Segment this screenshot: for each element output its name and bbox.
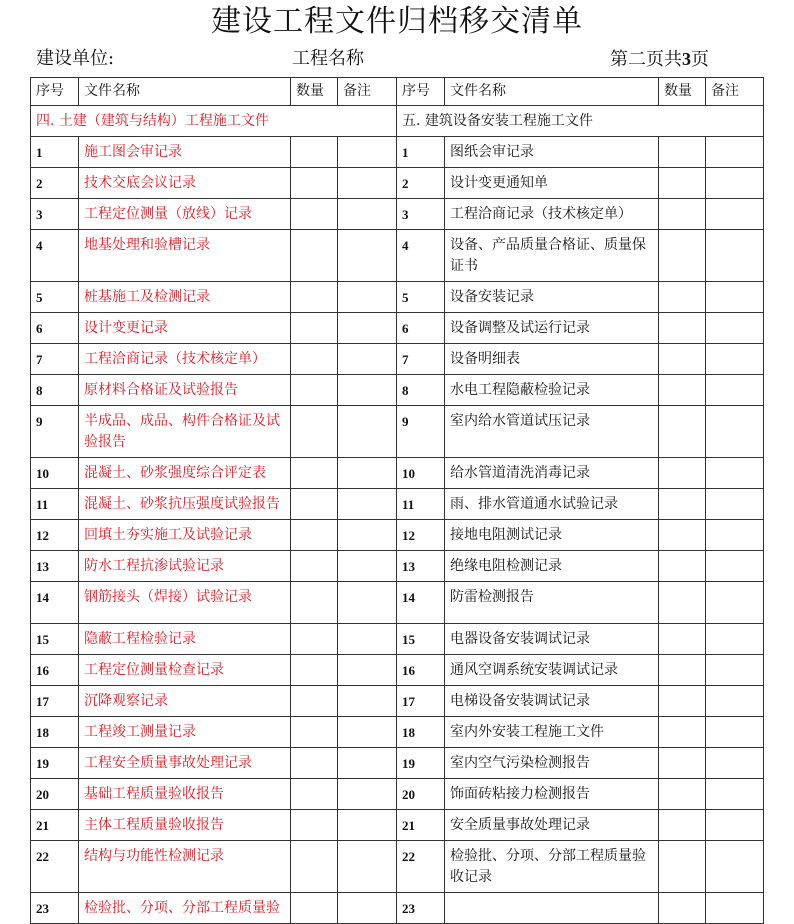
table-row (31, 137, 764, 168)
left-item-no: 9 (31, 406, 79, 458)
table-row (31, 810, 764, 841)
left-item-name: 设计变更记录 (79, 313, 291, 344)
left-item-no: 11 (31, 489, 79, 520)
right-item-no: 15 (397, 624, 445, 655)
table-row (31, 230, 764, 282)
right-item-remark (706, 282, 764, 313)
left-item-no: 1 (31, 137, 79, 168)
left-item-quantity (291, 199, 338, 230)
right-item-name: 工程洽商记录（技术核定单） (445, 199, 659, 230)
right-item-name: 室内空气污染检测报告 (445, 748, 659, 779)
table-row (31, 779, 764, 810)
right-item-no: 20 (397, 779, 445, 810)
right-item-quantity (659, 717, 706, 748)
left-item-no: 13 (31, 551, 79, 582)
left-item-no: 20 (31, 779, 79, 810)
left-item-no: 19 (31, 748, 79, 779)
right-item-name: 给水管道清洗消毒记录 (445, 458, 659, 489)
document-title: 建设工程文件归档移交清单 (211, 4, 583, 39)
left-item-no: 4 (31, 230, 79, 282)
right-item-quantity (659, 199, 706, 230)
right-item-quantity (659, 137, 706, 168)
right-item-no: 9 (397, 406, 445, 458)
right-item-name: 设备、产品质量合格证、质量保证书 (445, 230, 659, 282)
right-item-no: 22 (397, 841, 445, 893)
left-item-no: 2 (31, 168, 79, 199)
page-prefix: 第二页共 (610, 49, 682, 70)
left-item-name: 地基处理和验槽记录 (79, 230, 291, 282)
right-item-quantity (659, 282, 706, 313)
right-item-no: 4 (397, 230, 445, 282)
right-item-remark (706, 458, 764, 489)
archive-list-table (30, 77, 764, 924)
right-item-name: 防雷检测报告 (445, 582, 659, 624)
right-item-no: 14 (397, 582, 445, 624)
right-item-remark (706, 893, 764, 924)
left-item-name: 隐蔽工程检验记录 (79, 624, 291, 655)
left-item-remark (338, 551, 397, 582)
right-item-quantity (659, 458, 706, 489)
left-item-remark (338, 748, 397, 779)
left-item-remark (338, 520, 397, 551)
right-item-remark (706, 230, 764, 282)
header-file-name: 文件名称 (79, 78, 291, 106)
table-row (31, 282, 764, 313)
right-item-name: 雨、排水管道通水试验记录 (445, 489, 659, 520)
left-item-remark (338, 137, 397, 168)
left-item-name: 桩基施工及检测记录 (79, 282, 291, 313)
left-item-remark (338, 841, 397, 893)
construction-unit-label: 建设单位: (36, 48, 115, 69)
right-item-remark (706, 686, 764, 717)
left-item-no: 6 (31, 313, 79, 344)
right-item-remark (706, 779, 764, 810)
table-row (31, 344, 764, 375)
table-row (31, 168, 764, 199)
left-item-quantity (291, 137, 338, 168)
left-item-remark (338, 230, 397, 282)
right-item-remark (706, 810, 764, 841)
left-item-no: 10 (31, 458, 79, 489)
right-item-quantity (659, 841, 706, 893)
left-item-remark (338, 717, 397, 748)
left-item-remark (338, 686, 397, 717)
left-item-quantity (291, 520, 338, 551)
left-item-quantity (291, 717, 338, 748)
right-item-quantity (659, 655, 706, 686)
left-item-quantity (291, 810, 338, 841)
left-item-quantity (291, 748, 338, 779)
right-item-quantity (659, 344, 706, 375)
left-item-remark (338, 655, 397, 686)
right-item-remark (706, 168, 764, 199)
table-row (31, 841, 764, 893)
right-item-quantity (659, 686, 706, 717)
right-item-name: 电器设备安装调试记录 (445, 624, 659, 655)
left-item-remark (338, 458, 397, 489)
table-row (31, 551, 764, 582)
left-item-no: 22 (31, 841, 79, 893)
left-item-name: 主体工程质量验收报告 (79, 810, 291, 841)
right-item-no: 17 (397, 686, 445, 717)
left-item-remark (338, 810, 397, 841)
table-row (31, 458, 764, 489)
left-item-no: 14 (31, 582, 79, 624)
left-item-quantity (291, 282, 338, 313)
left-item-remark (338, 893, 397, 924)
right-item-no: 1 (397, 137, 445, 168)
right-item-name: 室内外安装工程施工文件 (445, 717, 659, 748)
right-item-quantity (659, 375, 706, 406)
page-total: 3 (682, 49, 691, 69)
section-title-civil: 四. 土建（建筑与结构）工程施工文件 (31, 106, 397, 137)
left-item-quantity (291, 406, 338, 458)
right-item-no: 23 (397, 893, 445, 924)
left-item-quantity (291, 375, 338, 406)
header-no: 序号 (397, 78, 445, 106)
left-item-name: 半成品、成品、构件合格证及试验报告 (79, 406, 291, 458)
table-row (31, 655, 764, 686)
right-item-name: 饰面砖粘接力检测报告 (445, 779, 659, 810)
left-item-quantity (291, 841, 338, 893)
left-item-quantity (291, 551, 338, 582)
right-item-name: 设备明细表 (445, 344, 659, 375)
table-row (31, 582, 764, 624)
right-item-no: 8 (397, 375, 445, 406)
left-item-quantity (291, 489, 338, 520)
right-item-remark (706, 137, 764, 168)
right-item-remark (706, 344, 764, 375)
left-item-remark (338, 313, 397, 344)
left-item-quantity (291, 686, 338, 717)
left-item-name: 结构与功能性检测记录 (79, 841, 291, 893)
table-row (31, 520, 764, 551)
right-item-name: 设备安装记录 (445, 282, 659, 313)
table-body (31, 78, 764, 924)
left-item-name: 施工图会审记录 (79, 137, 291, 168)
right-item-name: 室内给水管道试压记录 (445, 406, 659, 458)
left-item-name: 混凝土、砂浆强度综合评定表 (79, 458, 291, 489)
right-item-quantity (659, 779, 706, 810)
left-item-remark (338, 168, 397, 199)
left-item-name: 工程安全质量事故处理记录 (79, 748, 291, 779)
left-item-no: 7 (31, 344, 79, 375)
header-quantity: 数量 (291, 78, 338, 106)
right-item-remark (706, 748, 764, 779)
right-item-no: 3 (397, 199, 445, 230)
right-item-remark (706, 520, 764, 551)
left-item-remark (338, 406, 397, 458)
left-item-remark (338, 375, 397, 406)
right-item-quantity (659, 748, 706, 779)
section-title-equipment: 五. 建筑设备安装工程施工文件 (397, 106, 764, 137)
right-item-quantity (659, 893, 706, 924)
left-item-remark (338, 582, 397, 624)
right-item-name: 通风空调系统安装调试记录 (445, 655, 659, 686)
left-item-remark (338, 624, 397, 655)
left-item-remark (338, 282, 397, 313)
right-item-quantity (659, 313, 706, 344)
right-item-no: 6 (397, 313, 445, 344)
right-item-name: 水电工程隐蔽检验记录 (445, 375, 659, 406)
right-item-remark (706, 624, 764, 655)
right-item-quantity (659, 168, 706, 199)
header-quantity: 数量 (659, 78, 706, 106)
right-item-no: 13 (397, 551, 445, 582)
table-row (31, 748, 764, 779)
right-item-remark (706, 551, 764, 582)
right-item-remark (706, 489, 764, 520)
left-item-name: 混凝土、砂浆抗压强度试验报告 (79, 489, 291, 520)
left-item-no: 21 (31, 810, 79, 841)
page-indicator (610, 44, 709, 75)
left-item-no: 17 (31, 686, 79, 717)
table-row (31, 375, 764, 406)
left-item-no: 15 (31, 624, 79, 655)
left-item-no: 18 (31, 717, 79, 748)
right-item-no: 7 (397, 344, 445, 375)
left-item-name: 钢筋接头（焊接）试验记录 (79, 582, 291, 624)
left-item-quantity (291, 313, 338, 344)
table-row (31, 686, 764, 717)
table-row (31, 199, 764, 230)
right-item-remark (706, 841, 764, 893)
right-item-remark (706, 717, 764, 748)
left-item-no: 3 (31, 199, 79, 230)
left-item-quantity (291, 458, 338, 489)
right-item-remark (706, 406, 764, 458)
right-item-quantity (659, 230, 706, 282)
right-item-name (445, 893, 659, 924)
left-item-name: 沉降观察记录 (79, 686, 291, 717)
right-item-remark (706, 582, 764, 624)
right-item-name: 接地电阻测试记录 (445, 520, 659, 551)
left-item-remark (338, 344, 397, 375)
right-item-no: 18 (397, 717, 445, 748)
left-item-name: 检验批、分项、分部工程质量验 (79, 893, 291, 924)
right-item-no: 21 (397, 810, 445, 841)
right-item-quantity (659, 810, 706, 841)
left-item-no: 12 (31, 520, 79, 551)
left-item-quantity (291, 344, 338, 375)
right-item-no: 5 (397, 282, 445, 313)
left-item-no: 16 (31, 655, 79, 686)
right-item-quantity (659, 582, 706, 624)
left-item-name: 技术交底会议记录 (79, 168, 291, 199)
right-item-quantity (659, 624, 706, 655)
right-item-quantity (659, 520, 706, 551)
right-item-name: 绝缘电阻检测记录 (445, 551, 659, 582)
left-item-name: 工程定位测量（放线）记录 (79, 199, 291, 230)
left-item-quantity (291, 624, 338, 655)
left-item-name: 基础工程质量验收报告 (79, 779, 291, 810)
right-item-remark (706, 375, 764, 406)
left-item-no: 8 (31, 375, 79, 406)
project-name-label: 工程名称 (292, 48, 364, 69)
right-item-name: 设备调整及试运行记录 (445, 313, 659, 344)
header-file-name: 文件名称 (445, 78, 659, 106)
header-row (31, 78, 764, 106)
right-item-remark (706, 655, 764, 686)
right-item-no: 10 (397, 458, 445, 489)
right-item-quantity (659, 489, 706, 520)
section-row (31, 106, 764, 137)
left-item-name: 工程洽商记录（技术核定单） (79, 344, 291, 375)
left-item-name: 原材料合格证及试验报告 (79, 375, 291, 406)
table-row (31, 313, 764, 344)
left-item-quantity (291, 655, 338, 686)
right-item-remark (706, 199, 764, 230)
left-item-remark (338, 489, 397, 520)
left-item-quantity (291, 779, 338, 810)
page-suffix: 页 (691, 49, 709, 70)
right-item-name: 图纸会审记录 (445, 137, 659, 168)
table-row (31, 893, 764, 924)
right-item-no: 12 (397, 520, 445, 551)
table-row (31, 489, 764, 520)
header-meta (0, 44, 794, 74)
right-item-no: 19 (397, 748, 445, 779)
right-item-quantity (659, 551, 706, 582)
right-item-name: 设计变更通知单 (445, 168, 659, 199)
right-item-remark (706, 313, 764, 344)
right-item-name: 检验批、分项、分部工程质量验收记录 (445, 841, 659, 893)
left-item-quantity (291, 230, 338, 282)
left-item-no: 5 (31, 282, 79, 313)
left-item-no: 23 (31, 893, 79, 924)
right-item-name: 电梯设备安装调试记录 (445, 686, 659, 717)
table-row (31, 624, 764, 655)
left-item-quantity (291, 582, 338, 624)
left-item-name: 工程定位测量检查记录 (79, 655, 291, 686)
left-item-name: 工程竣工测量记录 (79, 717, 291, 748)
right-item-no: 16 (397, 655, 445, 686)
table-row (31, 406, 764, 458)
header-remark: 备注 (706, 78, 764, 106)
left-item-remark (338, 199, 397, 230)
right-item-quantity (659, 406, 706, 458)
left-item-name: 回填土夯实施工及试验记录 (79, 520, 291, 551)
header-remark: 备注 (338, 78, 397, 106)
left-item-name: 防水工程抗渗试验记录 (79, 551, 291, 582)
left-item-remark (338, 779, 397, 810)
left-item-quantity (291, 893, 338, 924)
left-item-quantity (291, 168, 338, 199)
right-item-name: 安全质量事故处理记录 (445, 810, 659, 841)
header-no: 序号 (31, 78, 79, 106)
right-item-no: 2 (397, 168, 445, 199)
table-row (31, 717, 764, 748)
right-item-no: 11 (397, 489, 445, 520)
